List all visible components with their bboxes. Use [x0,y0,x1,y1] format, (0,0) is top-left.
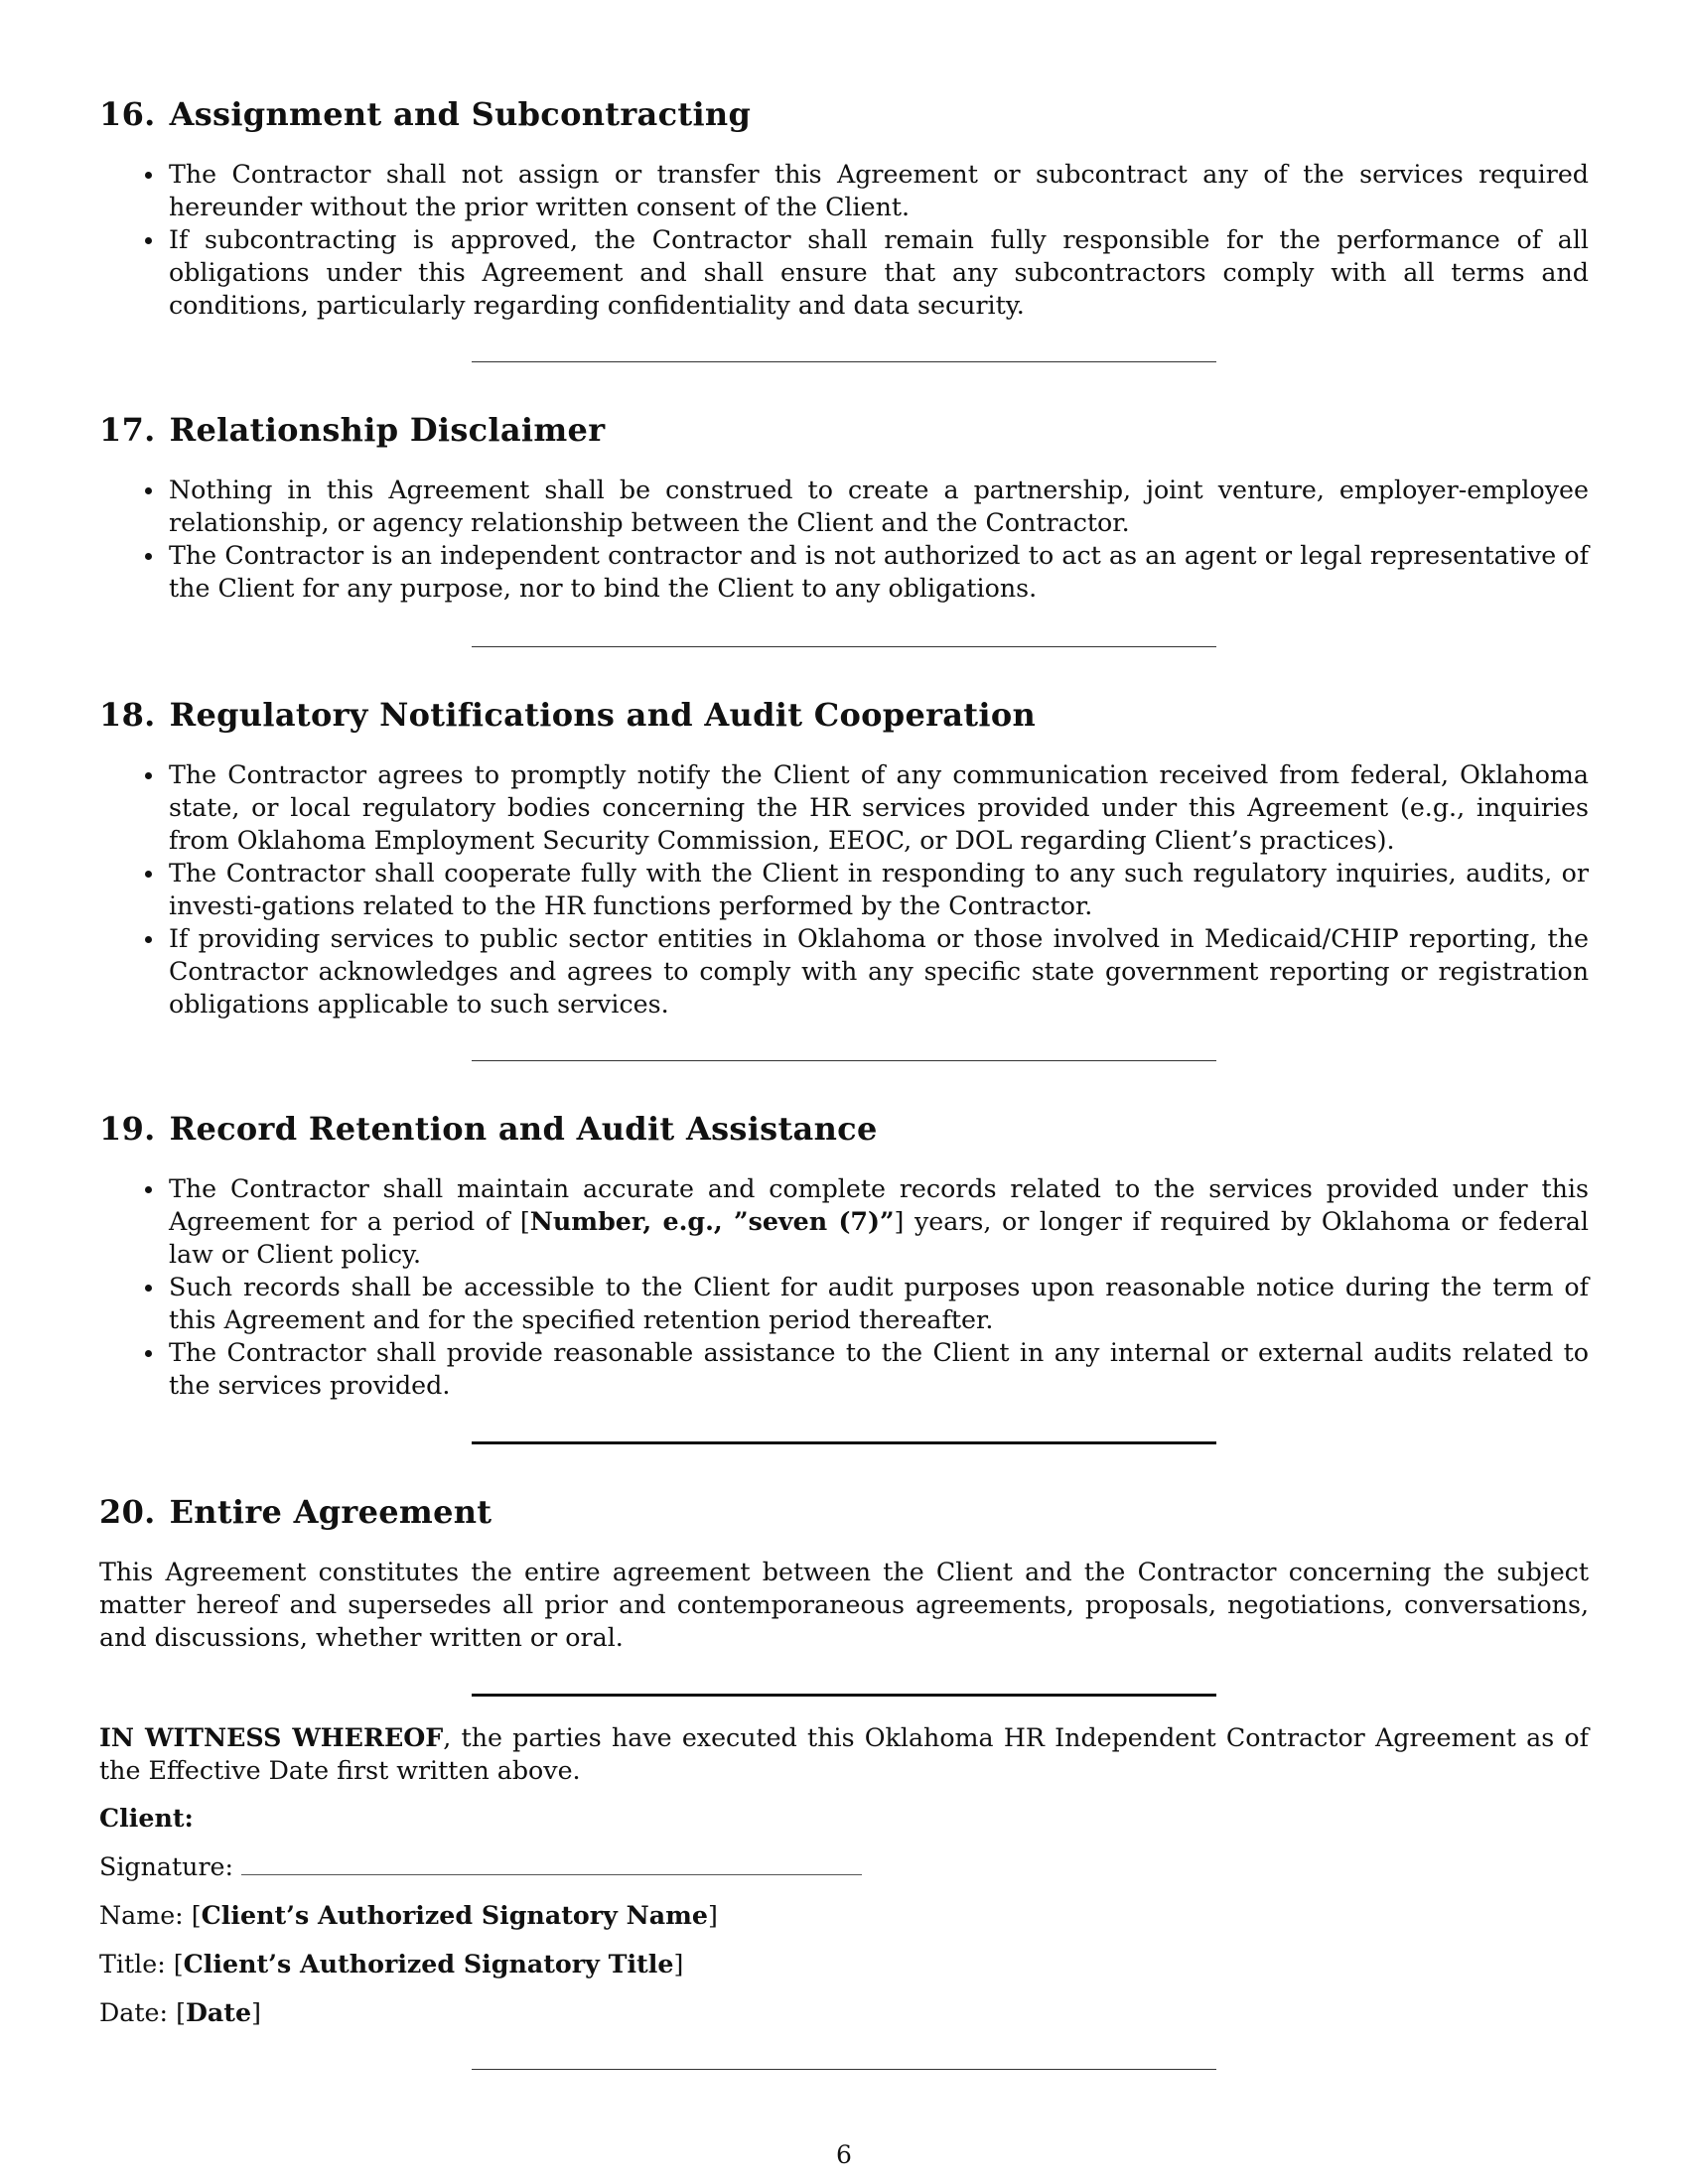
section-17-list [99,474,1589,605]
date-field: Date: [Date] [99,1997,261,2027]
name-field: Name: [Client’s Authorized Signatory Name] [99,1900,718,1930]
signature-label: Signature: [99,1852,234,1881]
section-18-heading [99,695,1589,735]
placeholder-years: Number, e.g., ”seven (7)” [529,1206,895,1236]
section-number: 20. [99,1493,156,1531]
bullet-text: The Contractor shall maintain accurate and complete records related to the services provided under this Agreement for a period of [ [169,1174,1589,1236]
witness-text: , the parties have executed this Oklahoma HR Independent Contractor Agreement as of the Effective Date first written above. [99,1723,1589,1785]
section-18-list [99,758,1589,1021]
section-number: 19. [99,1110,156,1148]
divider [472,1060,1216,1061]
divider [472,646,1216,647]
list-item: The Contractor shall provide reasonable assistance to the Client in any internal or external audits related to the services provided. [169,1338,1589,1400]
witness-paragraph [99,1721,1589,1787]
name-placeholder: Client’s Authorized Signatory Name [201,1900,708,1930]
title-placeholder: Client’s Authorized Signatory Title [183,1949,674,1979]
list-item: The Contractor agrees to promptly notify the Client of any communication received from federal, Oklahoma state, or local regulatory bodies concerning the HR services provided under this Agreement (e.g., inquiries from Oklahoma Employment Security Commission, EEOC, or DOL regarding Client’s practices). [169,760,1589,855]
section-16-list [99,158,1589,322]
list-item: The Contractor shall cooperate fully with the Client in responding to any such regulatory inquiries, audits, or investi-gations related to the HR functions performed by the Contractor. [169,859,1589,920]
title-label: Title: [99,1950,174,1979]
section-number: 16. [99,95,156,133]
divider [472,1694,1216,1697]
date-label: Date: [99,1998,177,2027]
section-number: 18. [99,696,156,734]
document-page [99,94,1589,2070]
signature-line[interactable] [241,1854,862,1875]
divider [472,2069,1216,2070]
list-item: The Contractor shall not assign or transfer this Agreement or subcontract any of the services required hereunder without the prior written consent of the Client. [169,160,1589,221]
list-item: If subcontracting is approved, the Contractor shall remain fully responsible for the performance of all obligations under this Agreement and shall ensure that any subcontractors comply with all terms and conditions, particularly regarding confidentiality and data security. [169,225,1589,320]
section-title: Record Retention and Audit Assistance [169,1110,878,1148]
list-item: The Contractor is an independent contractor and is not authorized to act as an agent or legal representative of the Client for any purpose, nor to bind the Client to any obligations. [169,541,1589,603]
list-item: Nothing in this Agreement shall be construed to create a partnership, joint venture, employer-employee relationship, or agency relationship between the Client and the Contractor. [169,476,1589,537]
section-19-list [99,1172,1589,1402]
section-title: Regulatory Notifications and Audit Cooperation [169,696,1037,734]
divider [472,1441,1216,1444]
section-title: Entire Agreement [169,1493,492,1531]
list-item: If providing services to public sector entities in Oklahoma or those involved in Medicaid/CHIP reporting, the Contractor acknowledges and agrees to comply with any specific state government reporting or registration obligations applicable to such services. [169,924,1589,1019]
signature-field [99,1850,1589,1883]
party-label: Client: [99,1803,194,1833]
section-16-heading [99,94,1589,134]
section-19-heading [99,1109,1589,1149]
section-17-heading [99,410,1589,450]
section-title: Relationship Disclaimer [169,411,606,449]
section-number: 17. [99,411,156,449]
page-number: 6 [836,2140,852,2169]
section-20-heading [99,1492,1589,1532]
divider [472,361,1216,362]
name-label: Name: [99,1901,192,1930]
title-field: Title: [Client’s Authorized Signatory Title] [99,1949,684,1979]
bullet-text: ] years, or longer if required by Oklahoma or federal law or Client policy. [169,1207,1589,1269]
list-item [169,1172,1589,1271]
section-20-body: This Agreement constitutes the entire agreement between the Client and the Contractor concerning the subject matter hereof and supersedes all prior and contemporaneous agreements, proposals, negotiations, conversations, and discussions, whether written or oral. [99,1558,1589,1652]
list-item: Such records shall be accessible to the Client for audit purposes upon reasonable notice during the term of this Agreement and for the specified retention period thereafter. [169,1273,1589,1334]
witness-heading: IN WITNESS WHEREOF [99,1722,444,1752]
section-title: Assignment and Subcontracting [169,95,752,133]
date-placeholder: Date [185,1997,252,2027]
